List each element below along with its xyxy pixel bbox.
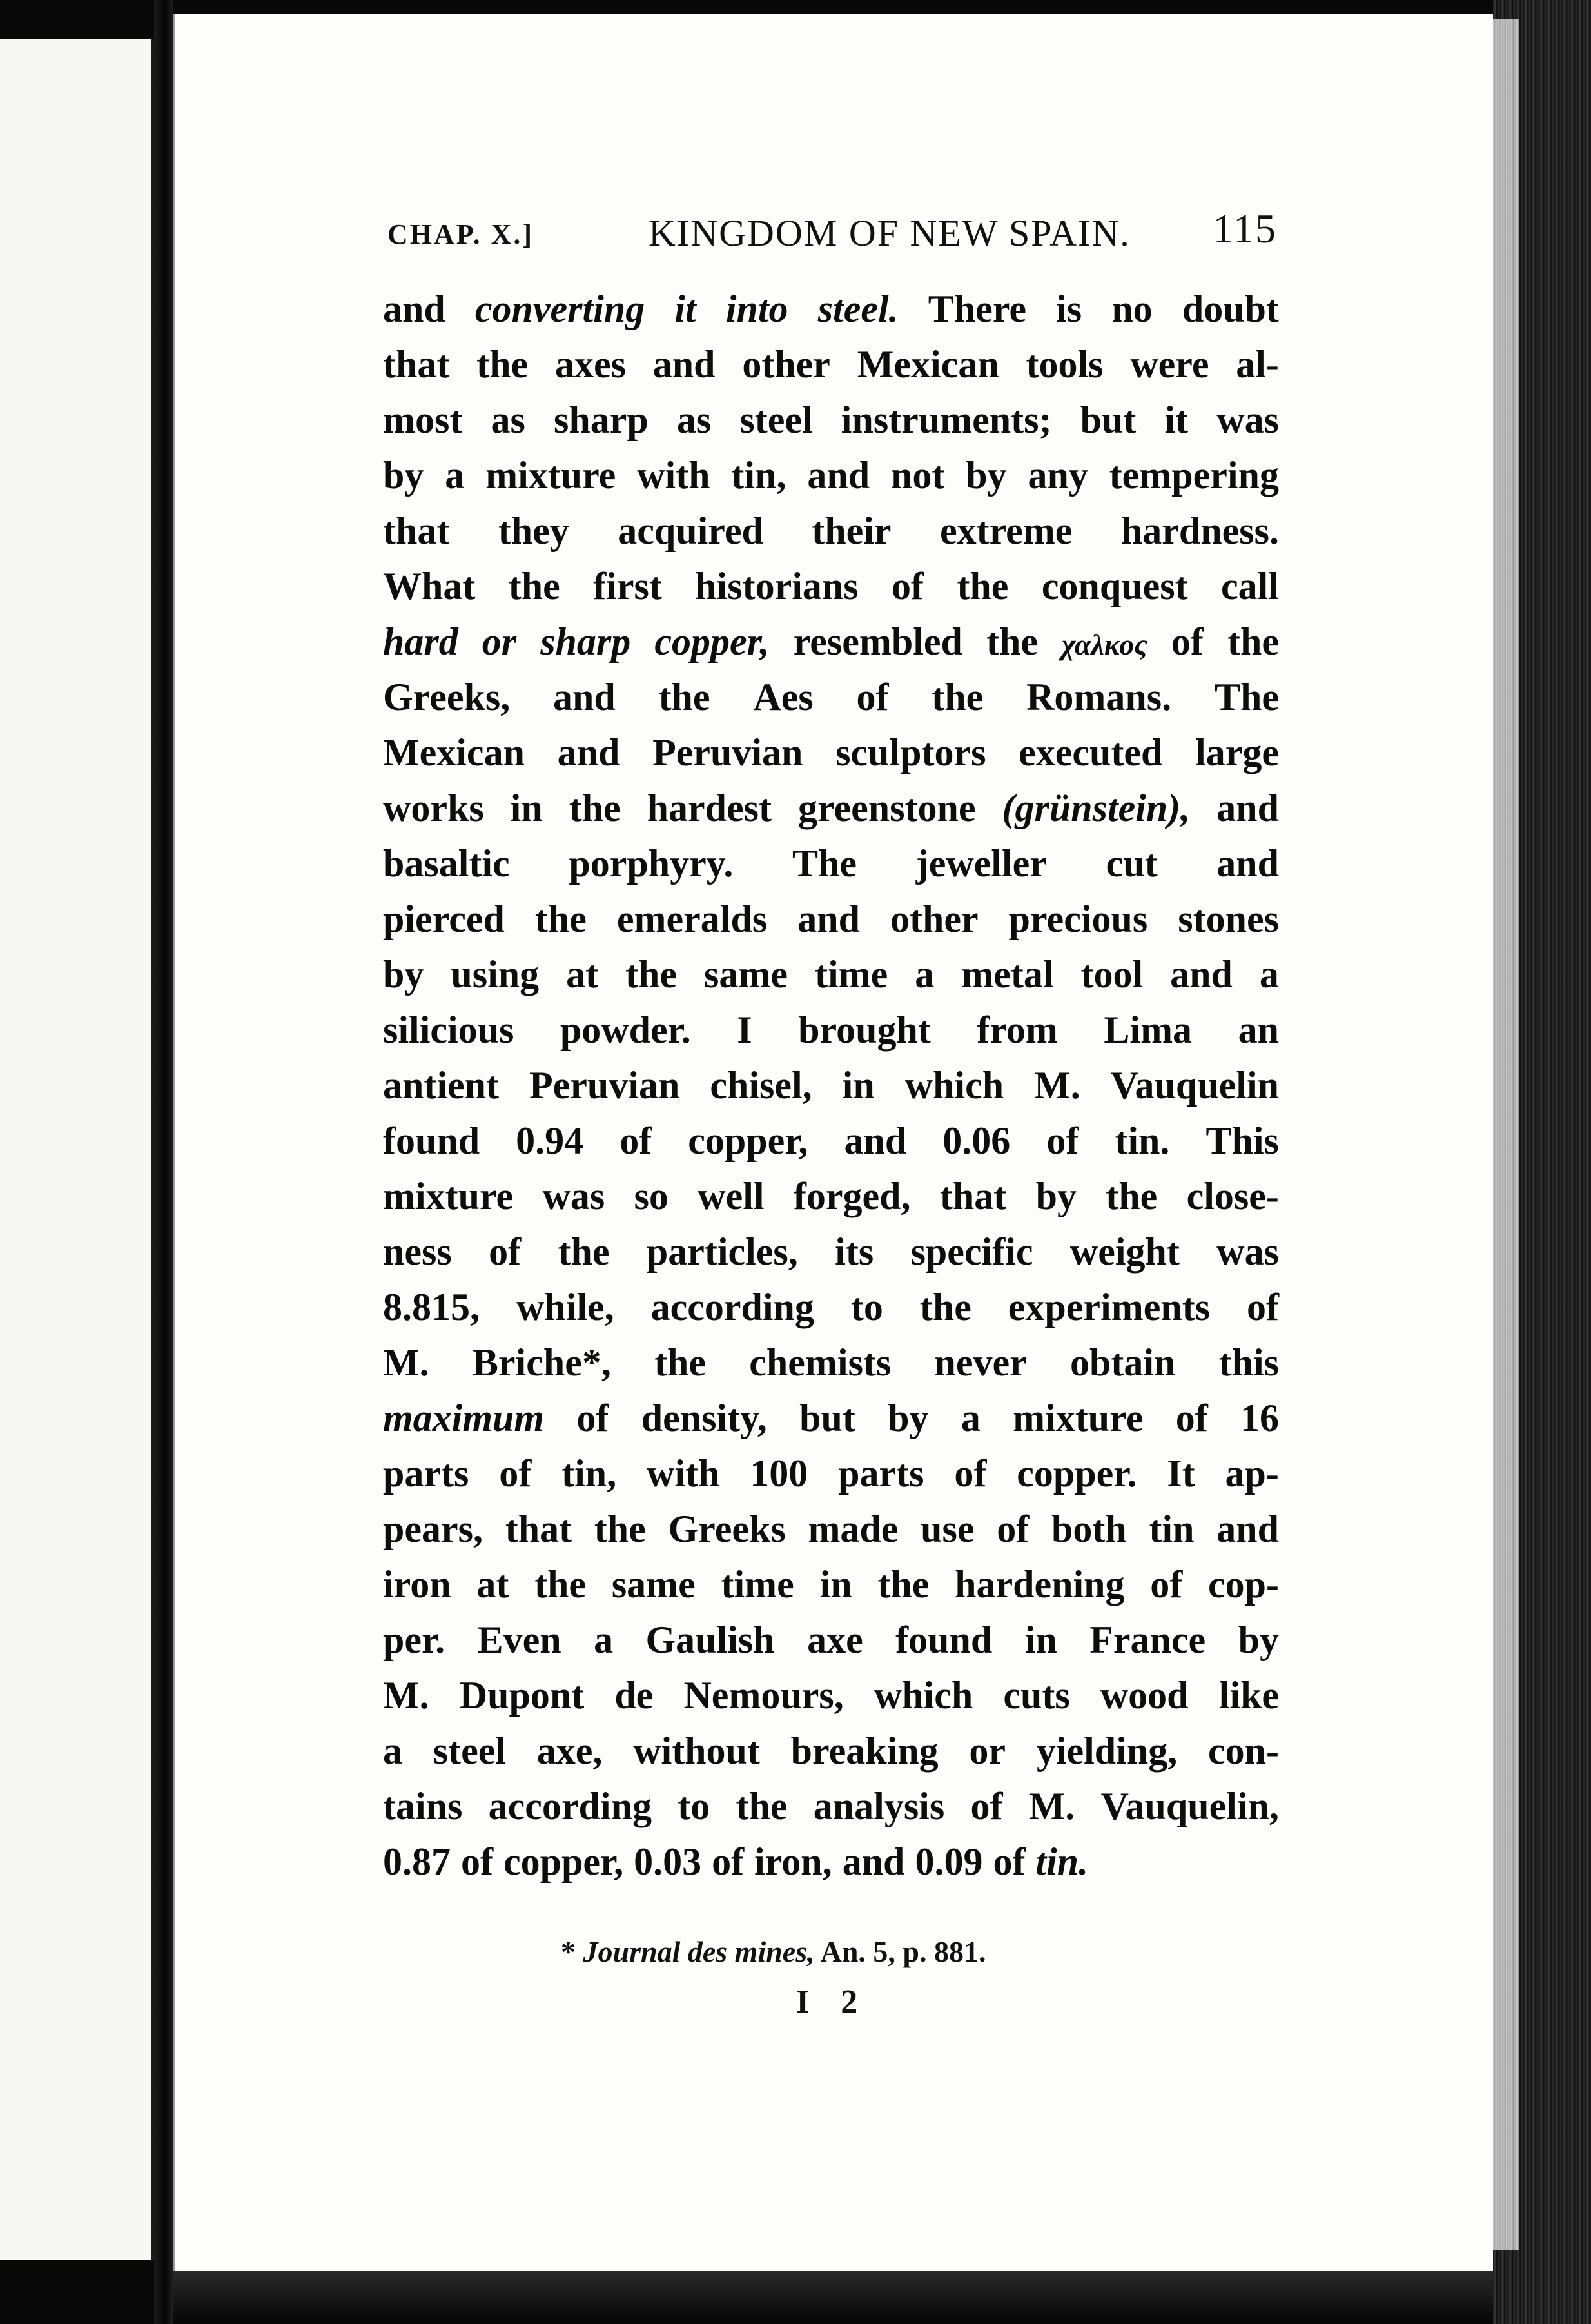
word: of bbox=[1150, 1563, 1183, 1606]
word: and bbox=[807, 454, 870, 497]
word: in bbox=[819, 1563, 852, 1606]
word: this bbox=[1218, 1341, 1279, 1384]
word: and bbox=[1216, 787, 1279, 829]
word: Lima bbox=[1104, 1009, 1193, 1051]
word: made bbox=[808, 1508, 899, 1550]
word: parts bbox=[383, 1452, 469, 1495]
word: Mexican bbox=[857, 343, 999, 386]
word: a bbox=[383, 1729, 402, 1772]
word: parts bbox=[838, 1452, 924, 1495]
word: any bbox=[1028, 454, 1088, 497]
word: hardening bbox=[955, 1563, 1125, 1606]
word: Nemours, bbox=[683, 1674, 844, 1717]
word: M. bbox=[1028, 1785, 1075, 1827]
word: of bbox=[1171, 620, 1204, 663]
word: ap- bbox=[1225, 1452, 1279, 1495]
word: It bbox=[1167, 1452, 1195, 1495]
text-line bbox=[383, 287, 1279, 342]
word: Vauquelin bbox=[1110, 1064, 1279, 1107]
word: the bbox=[658, 676, 710, 718]
word: large bbox=[1195, 731, 1279, 774]
word: both bbox=[1051, 1508, 1127, 1550]
word: sculptors bbox=[835, 731, 986, 774]
word: same bbox=[704, 953, 788, 996]
word: steel. bbox=[817, 288, 899, 330]
word: particles, bbox=[646, 1230, 798, 1273]
word: works bbox=[383, 787, 484, 829]
text-line bbox=[383, 1507, 1279, 1562]
word: I bbox=[737, 1009, 752, 1051]
word: France bbox=[1089, 1619, 1206, 1661]
footnote-marker: * bbox=[561, 1935, 576, 1968]
bottom-shadow bbox=[173, 2271, 1493, 2324]
word: con- bbox=[1207, 1729, 1279, 1772]
word: of bbox=[993, 1840, 1026, 1883]
book-gutter bbox=[154, 0, 173, 2324]
word: with bbox=[647, 1452, 720, 1495]
word: per. bbox=[383, 1619, 445, 1661]
word: tool bbox=[1080, 953, 1144, 996]
word: and bbox=[1216, 1508, 1279, 1550]
word: the bbox=[986, 620, 1038, 663]
footnote bbox=[561, 1935, 1141, 1969]
word: the bbox=[569, 787, 621, 829]
word: their bbox=[812, 509, 892, 552]
word: executed bbox=[1019, 731, 1163, 774]
text-line bbox=[383, 1063, 1279, 1119]
word: that bbox=[505, 1508, 572, 1550]
word: no bbox=[1111, 288, 1153, 330]
word: steel bbox=[433, 1729, 507, 1772]
word: was bbox=[542, 1175, 605, 1217]
word: of bbox=[1247, 1286, 1279, 1328]
word: (grünstein), bbox=[1002, 787, 1191, 829]
word: axe, bbox=[536, 1729, 603, 1772]
word: copper, bbox=[654, 620, 770, 663]
word: 0.06 bbox=[942, 1119, 1011, 1162]
word: Peruvian bbox=[529, 1064, 680, 1107]
word: that bbox=[383, 509, 450, 552]
word: converting bbox=[474, 288, 645, 330]
word: al- bbox=[1236, 343, 1279, 386]
word: a bbox=[961, 1397, 981, 1439]
word: cop- bbox=[1207, 1563, 1279, 1606]
word: mixture bbox=[485, 454, 616, 497]
word: of bbox=[461, 1840, 493, 1883]
word: like bbox=[1218, 1674, 1279, 1717]
text-line bbox=[383, 952, 1279, 1008]
word: de bbox=[614, 1674, 654, 1717]
word: time bbox=[721, 1563, 794, 1606]
word: 0.87 bbox=[383, 1840, 451, 1883]
word: with bbox=[637, 454, 710, 497]
word: Gaulish bbox=[645, 1619, 775, 1661]
word: copper, bbox=[503, 1840, 624, 1883]
word: axe bbox=[807, 1619, 863, 1661]
word: The bbox=[1214, 676, 1279, 718]
word: of bbox=[856, 676, 889, 718]
running-title: KINGDOM OF NEW SPAIN. bbox=[649, 212, 1131, 254]
word: metal bbox=[961, 953, 1054, 996]
word: tempering bbox=[1109, 454, 1279, 497]
word: other bbox=[890, 898, 979, 940]
word: tin. bbox=[1115, 1119, 1170, 1162]
word: hardest bbox=[647, 787, 772, 829]
word: while, bbox=[516, 1286, 614, 1328]
word: extreme bbox=[940, 509, 1073, 552]
word: Greeks bbox=[668, 1508, 786, 1550]
word: tin bbox=[1149, 1508, 1195, 1550]
word: the bbox=[476, 343, 529, 386]
word: but bbox=[1080, 399, 1137, 441]
word: which bbox=[874, 1674, 973, 1717]
word: of bbox=[489, 1230, 522, 1273]
word: other bbox=[742, 343, 830, 386]
word: Dupont bbox=[459, 1674, 585, 1717]
text-line bbox=[383, 897, 1279, 952]
word: of bbox=[499, 1452, 532, 1495]
word: Even bbox=[477, 1619, 561, 1661]
word: of bbox=[1175, 1397, 1208, 1439]
word: doubt bbox=[1182, 288, 1279, 330]
word: iron, bbox=[754, 1840, 832, 1883]
text-line bbox=[383, 731, 1279, 786]
word: the bbox=[957, 565, 1009, 607]
word: axes bbox=[554, 343, 626, 386]
word: in bbox=[510, 787, 543, 829]
word: steel bbox=[739, 399, 813, 441]
word: specific bbox=[910, 1230, 1033, 1273]
word: of bbox=[712, 1840, 745, 1883]
word: hardness. bbox=[1120, 509, 1279, 552]
word: copper. bbox=[1017, 1452, 1137, 1495]
word: mixture bbox=[383, 1175, 514, 1217]
word: it bbox=[1164, 399, 1189, 441]
word: found bbox=[895, 1619, 993, 1661]
word: sharp bbox=[540, 620, 631, 663]
word: the bbox=[534, 1563, 587, 1606]
word: 0.94 bbox=[516, 1119, 584, 1162]
word: tin, bbox=[561, 1452, 617, 1495]
word: obtain bbox=[1069, 1341, 1176, 1384]
footnote-ref: An. 5, p. 881. bbox=[820, 1935, 986, 1968]
word: tools bbox=[1026, 343, 1104, 386]
word: to bbox=[850, 1286, 883, 1328]
word: or bbox=[482, 620, 517, 663]
text-line bbox=[383, 453, 1279, 509]
text-line bbox=[383, 620, 1279, 675]
word: the bbox=[932, 676, 984, 718]
running-header bbox=[387, 205, 1277, 263]
word: the bbox=[534, 898, 587, 940]
word: time bbox=[815, 953, 888, 996]
word: χαλκος bbox=[1062, 628, 1147, 661]
word: that bbox=[383, 343, 450, 386]
word: porphyry. bbox=[569, 842, 734, 885]
word: of bbox=[954, 1452, 987, 1495]
page-number: 115 bbox=[1213, 206, 1277, 251]
word: M. bbox=[383, 1341, 429, 1384]
word: of bbox=[892, 565, 924, 607]
word: hard bbox=[383, 620, 458, 663]
word: M. bbox=[1034, 1064, 1080, 1107]
body-text bbox=[383, 287, 1279, 1895]
word: chisel, bbox=[710, 1064, 812, 1107]
word: wood bbox=[1100, 1674, 1189, 1717]
word: Mexican bbox=[383, 731, 525, 774]
word: a bbox=[915, 953, 935, 996]
text-line bbox=[383, 1230, 1279, 1285]
word: breaking bbox=[790, 1729, 939, 1772]
text-line bbox=[383, 1174, 1279, 1230]
word: and bbox=[844, 1119, 907, 1162]
word: close- bbox=[1186, 1175, 1279, 1217]
word: emeralds bbox=[616, 898, 768, 940]
word: the bbox=[508, 565, 560, 607]
word: most bbox=[383, 399, 463, 441]
word: pears, bbox=[383, 1508, 483, 1550]
word: a bbox=[594, 1619, 614, 1661]
text-line bbox=[383, 398, 1279, 453]
word: chemists bbox=[749, 1341, 892, 1384]
word: historians bbox=[695, 565, 859, 607]
word: not bbox=[890, 454, 945, 497]
word: basaltic bbox=[383, 842, 510, 885]
word: cut bbox=[1106, 842, 1158, 885]
word: and bbox=[383, 288, 445, 330]
word: mixture bbox=[1013, 1397, 1144, 1439]
word: iron bbox=[383, 1563, 451, 1606]
word: to bbox=[678, 1785, 710, 1827]
word: weight bbox=[1069, 1230, 1180, 1273]
word: were bbox=[1130, 343, 1209, 386]
word: was bbox=[1216, 399, 1279, 441]
word: by bbox=[383, 953, 424, 996]
word: Briche*, bbox=[472, 1341, 611, 1384]
text-line bbox=[383, 564, 1279, 620]
word: and bbox=[652, 343, 716, 386]
word: using bbox=[451, 953, 540, 996]
word: silicious bbox=[383, 1009, 514, 1051]
word: The bbox=[792, 842, 857, 885]
word: 100 bbox=[750, 1452, 808, 1495]
word: Aes bbox=[753, 676, 814, 718]
word: by bbox=[1238, 1619, 1279, 1661]
word: ness bbox=[383, 1230, 452, 1273]
word: the bbox=[594, 1508, 646, 1550]
word: by bbox=[966, 454, 1007, 497]
text-line bbox=[383, 1008, 1279, 1063]
word: as bbox=[676, 399, 712, 441]
chapter-label: CHAP. X.] bbox=[387, 219, 534, 250]
word: and bbox=[1170, 953, 1233, 996]
word: by bbox=[383, 454, 424, 497]
word: at bbox=[566, 953, 599, 996]
word: they bbox=[498, 509, 569, 552]
word: into bbox=[725, 288, 788, 330]
text-line bbox=[383, 1673, 1279, 1729]
word: 0.09 bbox=[915, 1840, 983, 1883]
word: 8.815, bbox=[383, 1286, 480, 1328]
word: analysis bbox=[813, 1785, 945, 1827]
word: forged, bbox=[793, 1175, 911, 1217]
word: sharp bbox=[553, 399, 649, 441]
word: acquired bbox=[618, 509, 763, 552]
text-line bbox=[383, 1562, 1279, 1618]
word: from bbox=[977, 1009, 1058, 1051]
text-line bbox=[383, 1729, 1279, 1784]
text-line bbox=[383, 342, 1279, 398]
word: yielding, bbox=[1036, 1729, 1178, 1772]
word: or bbox=[969, 1729, 1006, 1772]
word: the bbox=[1227, 620, 1279, 663]
word: Vauquelin, bbox=[1100, 1785, 1279, 1827]
word: tains bbox=[383, 1785, 463, 1827]
word: in bbox=[1024, 1619, 1057, 1661]
word: experiments bbox=[1008, 1286, 1211, 1328]
word: by bbox=[888, 1397, 929, 1439]
word: according bbox=[650, 1286, 814, 1328]
word: tin, bbox=[731, 454, 786, 497]
word: is bbox=[1056, 288, 1082, 330]
word: resembled bbox=[793, 620, 962, 663]
word: This bbox=[1205, 1119, 1279, 1162]
word: call bbox=[1220, 565, 1279, 607]
word: antient bbox=[383, 1064, 499, 1107]
page-stack-edge-highlight bbox=[1493, 19, 1519, 2250]
word: stones bbox=[1178, 898, 1279, 940]
word: copper, bbox=[688, 1119, 808, 1162]
word: powder. bbox=[560, 1009, 691, 1051]
footnote-source: Journal des mines, bbox=[583, 1935, 815, 1968]
word: the bbox=[736, 1785, 788, 1827]
text-line bbox=[383, 1341, 1279, 1396]
word: the bbox=[1106, 1175, 1158, 1217]
text-line bbox=[383, 1285, 1279, 1341]
word: first bbox=[593, 565, 662, 607]
word: its bbox=[835, 1230, 874, 1273]
word: greenstone bbox=[798, 787, 976, 829]
word: but bbox=[799, 1397, 855, 1439]
word: and bbox=[553, 676, 616, 718]
word: brought bbox=[798, 1009, 931, 1051]
word: the bbox=[877, 1563, 930, 1606]
word: Greeks, bbox=[383, 676, 511, 718]
word: of bbox=[620, 1119, 652, 1162]
text-line bbox=[383, 1452, 1279, 1507]
text-line bbox=[383, 1840, 1279, 1895]
text-line bbox=[383, 675, 1279, 731]
word: density, bbox=[641, 1397, 767, 1439]
word: same bbox=[611, 1563, 696, 1606]
word: according bbox=[488, 1785, 652, 1827]
word: and bbox=[557, 731, 620, 774]
word: 0.03 bbox=[634, 1840, 702, 1883]
word: in bbox=[842, 1064, 875, 1107]
text-line bbox=[383, 1784, 1279, 1840]
word: There bbox=[928, 288, 1026, 330]
word: of bbox=[576, 1397, 609, 1439]
word: Peruvian bbox=[652, 731, 803, 774]
text-line bbox=[383, 842, 1279, 897]
word: and bbox=[797, 898, 860, 940]
signature-mark: I 2 bbox=[796, 1984, 870, 2020]
text-line bbox=[383, 1119, 1279, 1174]
word: a bbox=[445, 454, 465, 497]
word: cuts bbox=[1003, 1674, 1070, 1717]
word: conquest bbox=[1041, 565, 1188, 607]
word: the bbox=[558, 1230, 610, 1273]
word: 16 bbox=[1240, 1397, 1279, 1439]
text-line bbox=[383, 786, 1279, 842]
word: found bbox=[383, 1119, 480, 1162]
word: of bbox=[970, 1785, 1003, 1827]
word: by bbox=[1035, 1175, 1077, 1217]
word: an bbox=[1238, 1009, 1279, 1051]
word: without bbox=[633, 1729, 760, 1772]
word: instruments; bbox=[841, 399, 1052, 441]
word: pierced bbox=[383, 898, 505, 940]
word: What bbox=[383, 565, 476, 607]
word: the bbox=[654, 1341, 707, 1384]
facing-page-edge bbox=[0, 39, 154, 2260]
word: it bbox=[674, 288, 696, 330]
word: never bbox=[934, 1341, 1027, 1384]
text-line bbox=[383, 1618, 1279, 1673]
word: jeweller bbox=[915, 842, 1047, 885]
word: and bbox=[1216, 842, 1279, 885]
text-line bbox=[383, 1396, 1279, 1452]
word: and bbox=[842, 1840, 905, 1883]
word: M. bbox=[383, 1674, 429, 1717]
word: the bbox=[625, 953, 678, 996]
word: so bbox=[634, 1175, 669, 1217]
word: the bbox=[919, 1286, 971, 1328]
word: tin. bbox=[1035, 1840, 1089, 1883]
word: of bbox=[1046, 1119, 1079, 1162]
word: at bbox=[476, 1563, 509, 1606]
text-line bbox=[383, 509, 1279, 564]
word: precious bbox=[1008, 898, 1148, 940]
word: which bbox=[904, 1064, 1004, 1107]
word: that bbox=[939, 1175, 1007, 1217]
word: was bbox=[1216, 1230, 1279, 1273]
word: Romans. bbox=[1026, 676, 1172, 718]
word: a bbox=[1259, 953, 1279, 996]
word: maximum bbox=[383, 1397, 545, 1439]
word: of bbox=[997, 1508, 1030, 1550]
word: as bbox=[491, 399, 525, 441]
word: well bbox=[698, 1175, 765, 1217]
word: use bbox=[921, 1508, 975, 1550]
